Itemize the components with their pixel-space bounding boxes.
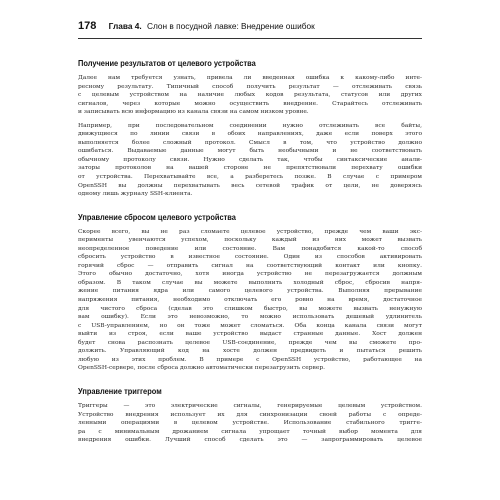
text-line: Далее нам требуется узнать, привела ли введенная ошибка к какому-либо инте- [78, 75, 422, 81]
text-line: от устройства. Перехватывайте все, а разберетесь позже. В случае с примером [78, 174, 422, 181]
running-head [78, 20, 422, 39]
text-line: для чистого сброса (сделав это слишком быстро, вы можете вызвать ненужную [78, 305, 422, 312]
text-line: движущиеся по линии связи в обоих направлениях, даже если поверх этого [78, 131, 422, 138]
body-paragraph [78, 122, 422, 199]
text-line: Например, при последовательном соединении нужно отслеживать все байты, [78, 122, 422, 129]
text-line: одному лишь журналу SSH-клиента. [78, 191, 193, 198]
page-content [78, 59, 422, 445]
text-line: Этого обычно достаточно, хотя иногда устройство не перезагружается должным [78, 271, 422, 278]
section-heading: Управление сбросом целевого устройства [78, 212, 236, 222]
chapter-label: Глава 4. [108, 21, 142, 31]
text-line: выйти из строя, если ваше устройство выдаст странные данные. Хост должен [78, 331, 422, 338]
text-line: ра с минимальным дрожанием сигнала упрощает точный выбор момента для [78, 428, 422, 435]
text-line: ошибаться. Выдаваемые данные могут быть необычными и не соответствовать [78, 148, 422, 155]
page-number: 178 [78, 20, 97, 32]
text-line: перименты увенчаются успехом, поскольку каждый из них может вызвать [78, 237, 422, 244]
text-line: Триггеры — это электрические сигналы, генерируемые целевым устройством. [78, 402, 422, 409]
text-line: Устройство внедрения использует их для синхронизации своей работы с опреде- [78, 411, 422, 418]
text-line: с целевым устройством на наличие любых кодов результата, статусов или других [78, 92, 422, 99]
text-line: ленными операциями в целевом устройстве. Использование стабильного тригге- [78, 420, 422, 427]
text-line: вам ошибку). Если это невозможно, то можно использовать дешевый удлинитель [78, 314, 422, 321]
text-line: будет снова распознать целевое USB-соединение, прежде чем вы сможете про- [78, 339, 422, 346]
text-line: сигналов, через которые можно осуществить внедрение. Старайтесь отслеживать [78, 100, 422, 107]
text-line: с USB-управлением, но он тоже может сломаться. Оба конца канала связи могут [78, 322, 422, 329]
text-line: сбросить устройство в известное состояние. Один из способов активировать [78, 254, 422, 261]
text-line: неопределенное поведение или состояние. Вам понадобится какой-то способ [78, 245, 422, 252]
chapter-title: Слон в посудной лавке: Внедрение ошибок [147, 21, 315, 31]
text-line: и записывать всю информацию из канала связи на самом низком уровне. [78, 109, 309, 116]
text-line: горячий сброс — отправить сигнал на соответствующий контакт или кнопку. [78, 262, 422, 269]
text-line: должить. Управляющий код на хосте должен предвидеть и пытаться решить [78, 348, 422, 355]
text-line: обычному протоколу связи. Нужно сделать так, чтобы синтаксические анали- [78, 156, 422, 163]
section-heading: Получение результатов от целевого устройства [78, 59, 256, 68]
body-paragraph [78, 228, 422, 373]
body-paragraph [78, 74, 422, 117]
body-paragraph [78, 402, 422, 445]
text-line: OpenSSH вы должны перехватывать весь сетевой трафик от цели, не доверяясь [78, 182, 422, 189]
text-line: Скорее всего, вы не раз сломаете целевое устройство, прежде чем ваши экс- [78, 228, 422, 235]
text-line: напряжения питания, необходимо отключать его ровно на время, достаточное [78, 297, 422, 304]
text-line: выполняется более сложный протокол. Смысл в том, что устройство должно [78, 139, 422, 146]
text-line: жение питания ядра или самого целевого устройства. Выполняя прерывание [78, 288, 422, 295]
text-line: ресному результату. Типичный способ получить результат — отслеживать связь [78, 83, 422, 90]
text-line: внедрения ошибки. Лучший способ сделать это — запрограммировать целевое [78, 437, 422, 444]
text-line: образом. В таком случае вы можете выполнить холодный сброс, сбросив напря- [78, 279, 422, 286]
text-line: OpenSSH-сервере, после сброса должно автоматически перезагрузить сервер. [78, 365, 326, 372]
text-line: заторы протоколов на вашей стороне не препятствовали перехвату ошибки [78, 165, 422, 172]
text-line: любую из этих проблем. В примере с OpenSSH устройство, работающее на [78, 356, 422, 363]
book-page [78, 20, 422, 445]
section-heading: Управление триггером [78, 386, 162, 396]
